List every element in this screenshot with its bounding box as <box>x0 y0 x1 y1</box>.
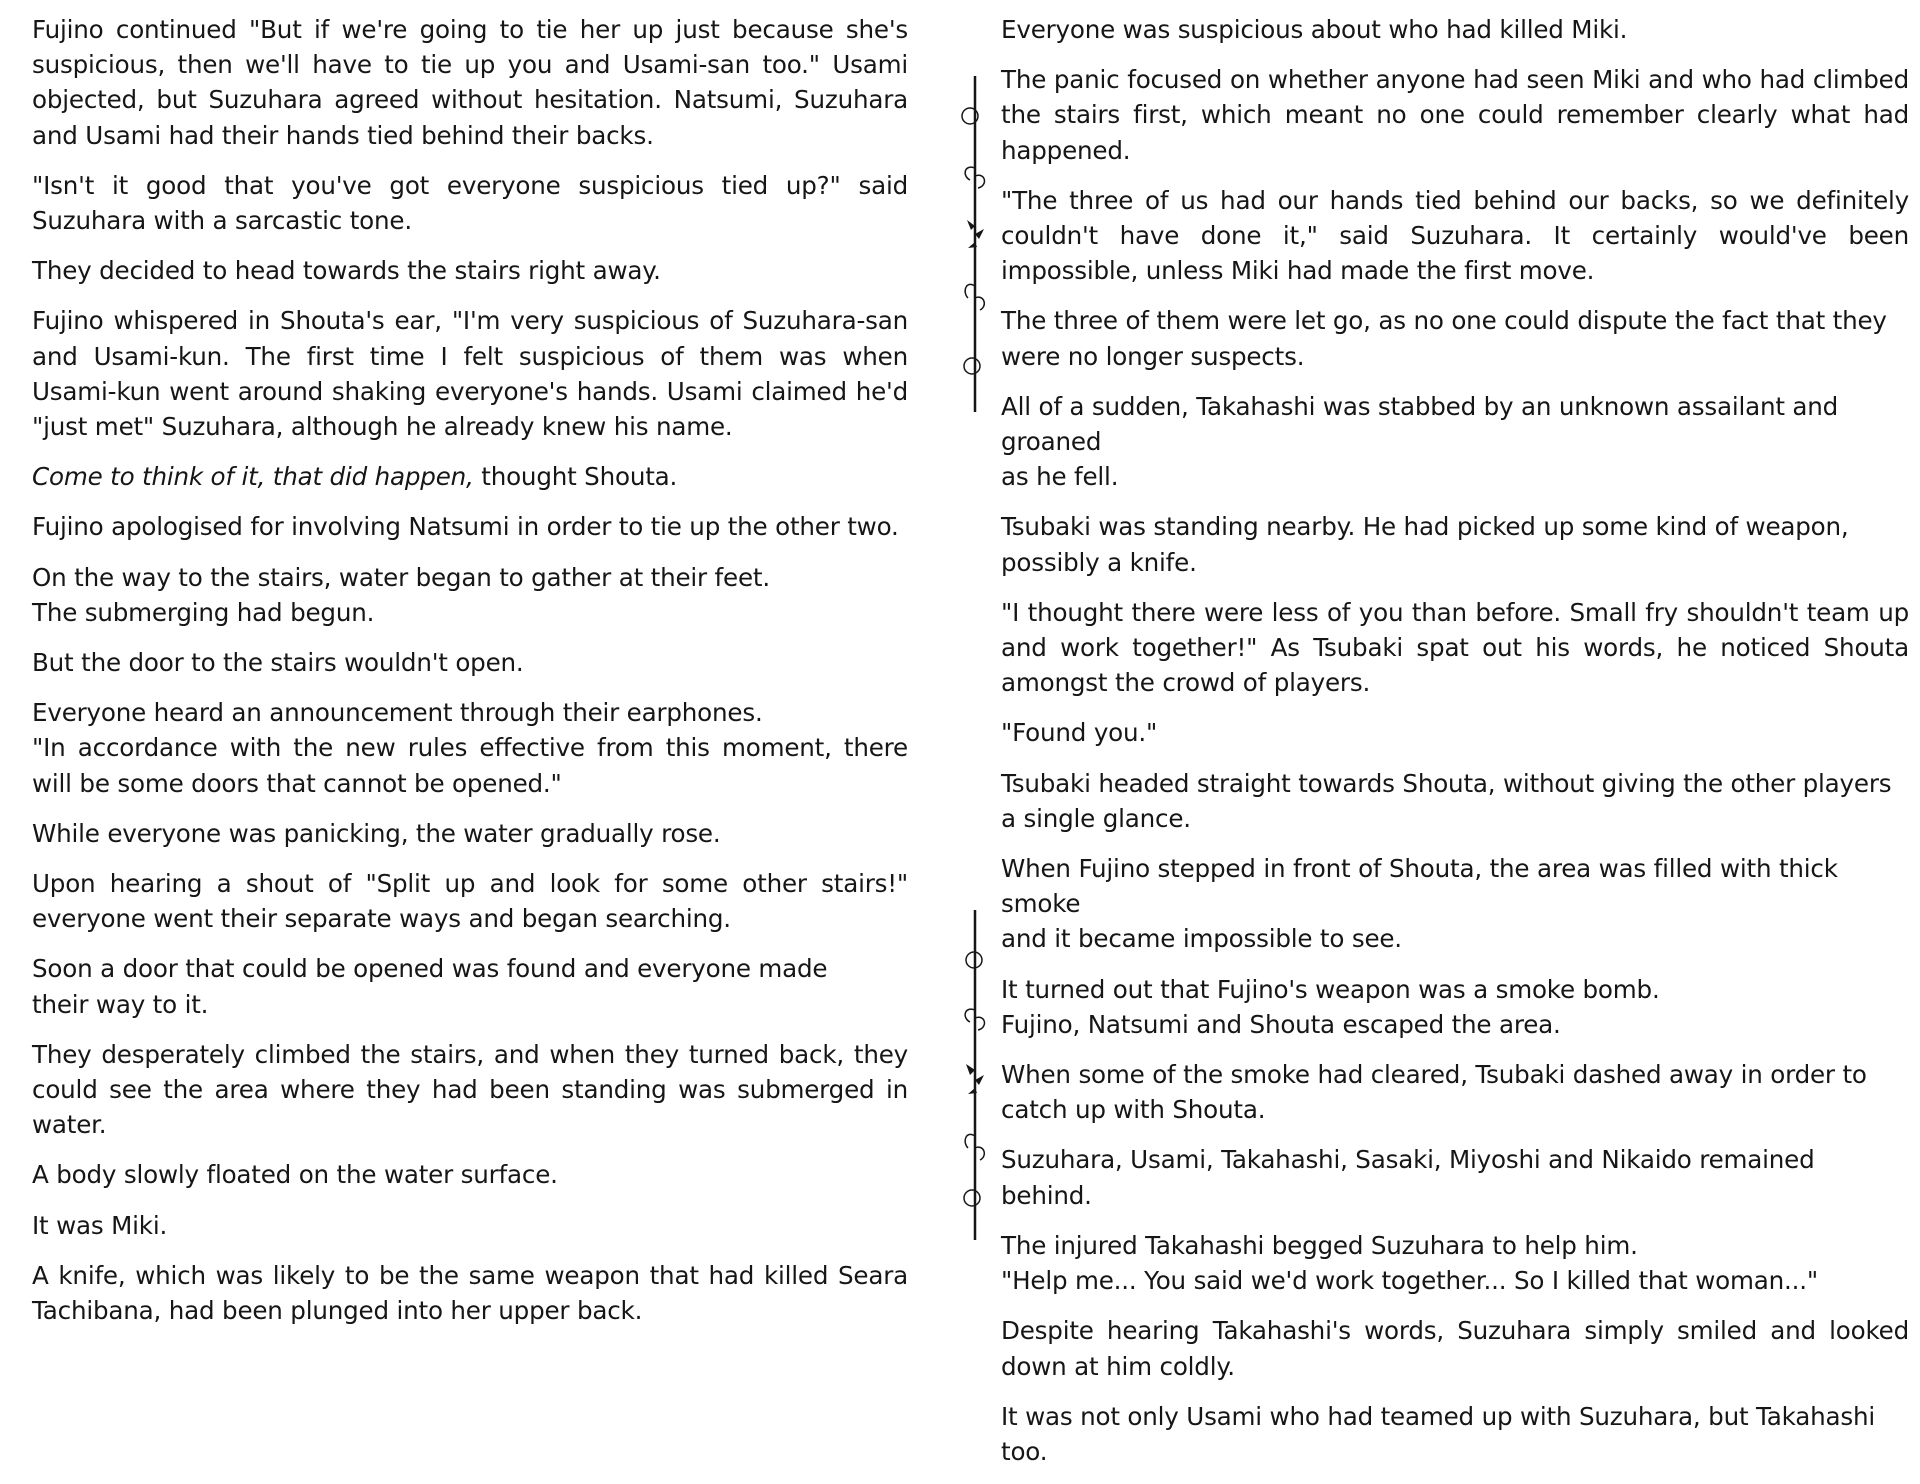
paragraph-line: It turned out that Fujino's weapon was a smoke bomb. <box>1001 974 1660 1004</box>
paragraph <box>32 695 908 801</box>
paragraph: "The three of us had our hands tied behind our backs, so we definitely couldn't have done it," said Suzuhara. It certainly would've been impossible, unless Miki had made the first move. <box>1001 185 1909 286</box>
paragraph <box>1001 389 1909 495</box>
paragraph: The panic focused on whether anyone had seen Miki and who had climbed the stairs first, which meant no one could remember clearly what had happened. <box>1001 65 1909 165</box>
paragraph-line: Tsubaki was standing nearby. He had picked up some kind of weapon, <box>1001 512 1849 542</box>
paragraph <box>1001 972 1909 1042</box>
paragraph <box>32 951 908 1021</box>
paragraph-line: Fujino, Natsumi and Shouta escaped the area. <box>1001 1009 1561 1039</box>
paragraph: Upon hearing a shout of "Split up and look for some other stairs!" everyone went their separate ways and began searching. <box>32 869 908 934</box>
paragraph: Suzuhara, Usami, Takahashi, Sasaki, Miyoshi and Nikaido remained behind. <box>1001 1145 1815 1210</box>
vine-ornament-bottom <box>954 910 996 1240</box>
paragraph: It was not only Usami who had teamed up with Suzuhara, but Takahashi too. <box>1001 1401 1876 1466</box>
vine-curl <box>964 358 980 374</box>
paragraph-line: as he fell. <box>1001 462 1119 492</box>
left-column <box>32 12 908 1343</box>
paragraph-line: The submerging had begun. <box>32 597 375 627</box>
paragraph-line: were no longer suspects. <box>1001 341 1305 371</box>
thought-attribution: thought Shouta. <box>473 462 678 492</box>
paragraph: When some of the smoke had cleared, Tsubaki dashed away in order to catch up with Shouta. <box>1001 1060 1867 1125</box>
paragraph: Despite hearing Takahashi's words, Suzuhara simply smiled and looked down at him coldly. <box>1001 1316 1909 1381</box>
paragraph <box>1001 303 1909 373</box>
paragraph <box>32 560 908 630</box>
paragraph <box>32 459 908 494</box>
paragraph: Fujino continued "But if we're going to tie her up just because she's suspicious, then we'll have to tie up you and Usami-san too." Usami objected, but Suzuhara agreed without hesitation. Natsumi, Suzuhara and Usami had their hands tied behind their backs. <box>32 15 908 150</box>
paragraph-line: When Fujino stepped in front of Shouta, the area was filled with thick smoke <box>1001 854 1838 919</box>
paragraph-line: "Help me... You said we'd work together... So I killed that woman..." <box>1001 1266 1818 1296</box>
paragraph: "Isn't it good that you've got everyone suspicious tied up?" said Suzuhara with a sarcastic tone. <box>32 170 908 236</box>
paragraph <box>1001 851 1909 957</box>
paragraph-line: and it became impossible to see. <box>1001 924 1402 954</box>
paragraph-line: their way to it. <box>32 989 209 1019</box>
vine-curl <box>964 1190 980 1206</box>
paragraph: A knife, which was likely to be the same weapon that had killed Seara Tachibana, had been plunged into her upper back. <box>32 1260 908 1326</box>
paragraph <box>1001 509 1909 579</box>
paragraph <box>1001 1228 1909 1298</box>
paragraph-line: All of a sudden, Takahashi was stabbed by an unknown assailant and groaned <box>1001 391 1839 457</box>
paragraph: "Found you." <box>1001 718 1158 748</box>
paragraph-line: Soon a door that could be opened was found and everyone made <box>32 954 828 984</box>
paragraph: They desperately climbed the stairs, and when they turned back, they could see the area where they had been standing was submerged in water. <box>32 1039 908 1140</box>
vine-ornament-top <box>954 76 996 412</box>
paragraph-line: On the way to the stairs, water began to gather at their feet. <box>32 562 770 592</box>
paragraph-line: The three of them were let go, as no one could dispute the fact that they <box>1001 306 1887 336</box>
paragraph-line: Tsubaki headed straight towards Shouta, without giving the other players <box>1001 768 1892 798</box>
paragraph: It was Miki. <box>32 1210 168 1240</box>
paragraph: Fujino whispered in Shouta's ear, "I'm very suspicious of Suzuhara-san and Usami-kun. The first time I felt suspicious of them was when Usami-kun went around shaking everyone's hands. Usami claimed he'd "just met" Suzuhara, although he already knew his name. <box>32 306 908 442</box>
paragraph: While everyone was panicking, the water gradually rose. <box>32 818 721 848</box>
italic-thought: Come to think of it, that did happen, <box>32 462 474 492</box>
paragraph-line: a single glance. <box>1001 803 1191 833</box>
paragraph: A body slowly floated on the water surface. <box>32 1160 558 1190</box>
right-column <box>1001 12 1909 1484</box>
paragraph: Everyone was suspicious about who had killed Miki. <box>1001 15 1628 44</box>
announcement-quote: "In accordance with the new rules effective from this moment, there will be some doors that cannot be opened." <box>32 733 908 798</box>
paragraph-line: possibly a knife. <box>1001 547 1197 577</box>
paragraph: But the door to the stairs wouldn't open. <box>32 648 524 678</box>
paragraph-line: The injured Takahashi begged Suzuhara to help him. <box>1001 1230 1638 1260</box>
paragraph: Fujino apologised for involving Natsumi in order to tie up the other two. <box>32 512 899 542</box>
paragraph-line: Everyone heard an announcement through their earphones. <box>32 698 763 728</box>
paragraph <box>1001 766 1909 836</box>
paragraph: "I thought there were less of you than before. Small fry shouldn't team up and work together!" As Tsubaki spat out his words, he noticed Shouta amongst the crowd of players. <box>1001 597 1909 698</box>
paragraph: They decided to head towards the stairs right away. <box>32 256 661 286</box>
